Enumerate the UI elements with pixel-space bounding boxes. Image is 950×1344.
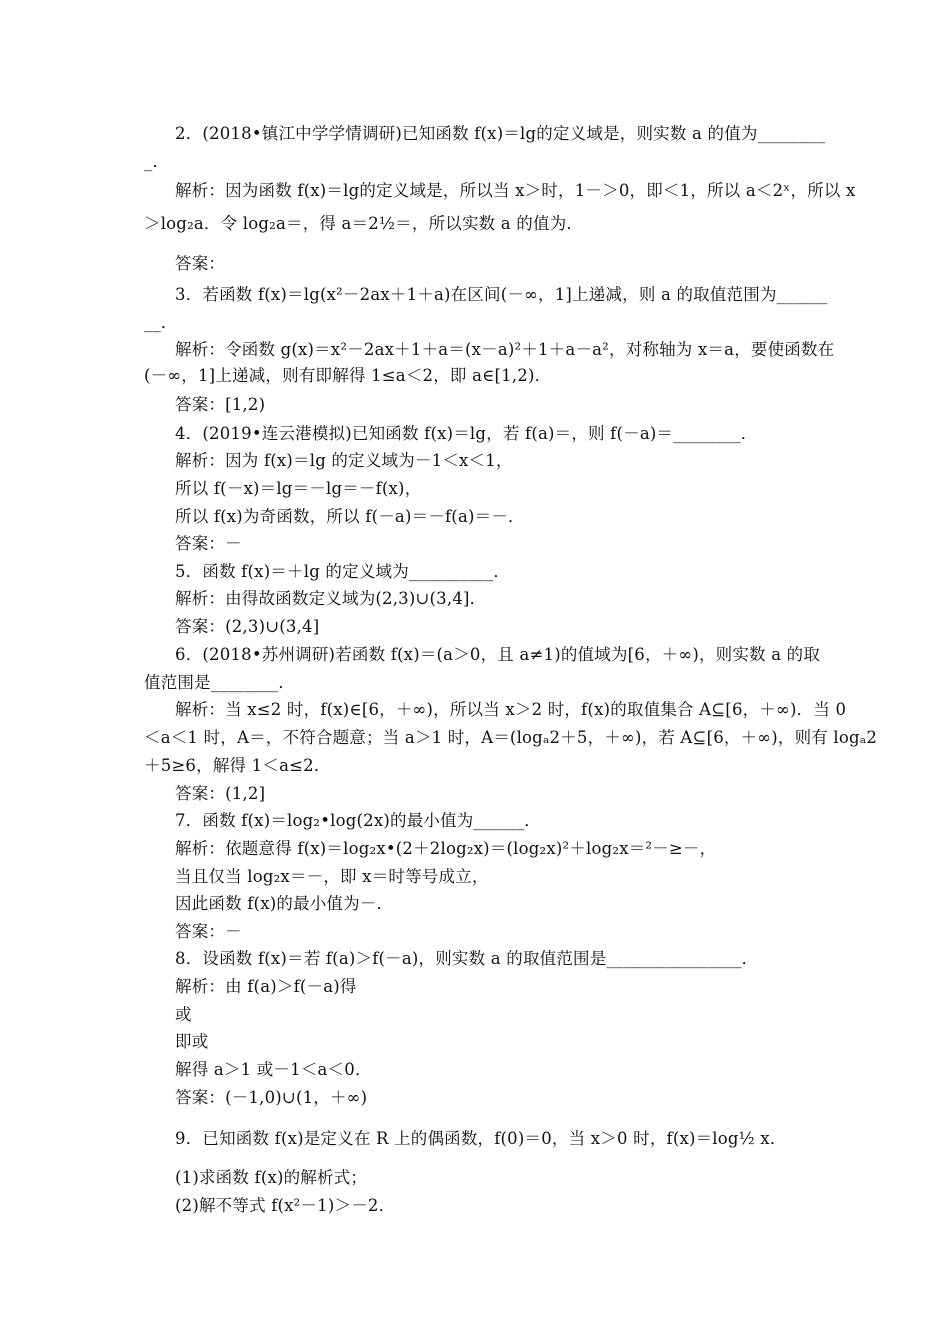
q5-analysis: 解析：由得故函数定义域为(2,3)∪(3,4]．: [175, 589, 487, 608]
q6-answer: 答案：(1,2]: [175, 784, 266, 803]
q7-stem: 7．函数 f(x)＝log₂•log(2x)的最小值为______．: [175, 811, 541, 830]
q6-analysis-line1: 解析：当 x≤2 时，f(x)∈[6，＋∞)，所以当 x＞2 时，f(x)的取值集合 A⊆[6，＋∞)．当 0: [175, 700, 847, 719]
q3-stem-line2: __．: [144, 313, 178, 332]
q6-analysis-line3: ＋5≥6，解得 1＜a≤2．: [144, 756, 331, 775]
q9-stem: 9．已知函数 f(x)是定义在 R 上的偶函数，f(0)＝0，当 x＞0 时，f(x)＝log½ x．: [175, 1129, 787, 1148]
q8-analysis-line4: 解得 a＞1 或－1＜a＜0．: [175, 1060, 372, 1079]
q2-answer: 答案：: [175, 254, 226, 273]
q6-analysis-line2: ＜a＜1 时，A＝，不符合题意；当 a＞1 时，A＝(logₐ2＋5，＋∞)，若 A⊆[6，＋∞)，则有 logₐ2: [144, 728, 878, 747]
q5-answer: 答案：(2,3)∪(3,4]: [175, 617, 320, 636]
q3-analysis-line2: (－∞，1]上递减，则有即解得 1≤a＜2，即 a∈[1,2)．: [144, 366, 552, 385]
q8-stem: 8．设函数 f(x)＝若 f(a)＞f(－a)，则实数 a 的取值范围是________________．: [175, 949, 759, 968]
q7-analysis-line3: 因此函数 f(x)的最小值为－．: [175, 894, 394, 913]
q7-analysis-line2: 当且仅当 log₂x＝－，即 x＝时等号成立，: [175, 867, 489, 886]
q7-answer: 答案：－: [175, 922, 242, 941]
q4-answer: 答案：－: [175, 534, 242, 553]
q4-analysis-line1: 解析：因为 f(x)＝lg 的定义域为－1＜x＜1，: [175, 451, 513, 470]
q4-stem: 4．(2019•连云港模拟)已知函数 f(x)＝lg，若 f(a)＝，则 f(－a)＝________．: [175, 424, 758, 443]
q8-analysis-line1: 解析：由 f(a)＞f(－a)得: [175, 977, 357, 996]
q5-stem: 5．函数 f(x)＝＋lg 的定义域为__________．: [175, 562, 511, 581]
q7-analysis-line1: 解析：依题意得 f(x)＝log₂x•(2＋2log₂x)＝(log₂x)²＋log₂x＝²－≥－，: [175, 839, 717, 858]
q2-stem-line2: _．: [144, 152, 170, 171]
q4-analysis-line2: 所以 f(－x)＝lg＝－lg＝－f(x)，: [175, 479, 422, 498]
q8-answer: 答案：(－1,0)∪(1，＋∞): [175, 1088, 368, 1107]
q3-analysis-line1: 解析：令函数 g(x)＝x²－2ax＋1＋a＝(x－a)²＋1＋a－a²，对称轴为 x＝a，要使函数在: [175, 340, 835, 359]
q3-answer: 答案：[1,2): [175, 395, 266, 414]
q9-part2: (2)解不等式 f(x²－1)＞－2．: [175, 1196, 396, 1215]
q8-analysis-line2: 或: [175, 1005, 192, 1024]
q8-analysis-line3: 即或: [175, 1032, 209, 1051]
q4-analysis-line3: 所以 f(x)为奇函数，所以 f(－a)＝－f(a)＝－．: [175, 507, 525, 526]
q2-analysis-line2: ＞log₂a．令 log₂a＝，得 a＝2½＝，所以实数 a 的值为．: [144, 214, 584, 233]
q6-stem-line2: 值范围是________．: [144, 673, 296, 692]
q6-stem-line1: 6．(2018•苏州调研)若函数 f(x)＝(a＞0，且 a≠1)的值域为[6，＋∞)，则实数 a 的取: [175, 645, 821, 664]
q2-analysis-line1: 解析：因为函数 f(x)＝lg的定义域是，所以当 x＞时，1－＞0，即＜1，所以 a＜2ˣ，所以 x: [175, 181, 856, 200]
q9-part1: (1)求函数 f(x)的解析式；: [175, 1168, 368, 1187]
q2-stem-line1: 2．(2018•镇江中学学情调研)已知函数 f(x)＝lg的定义域是，则实数 a 的值为________: [175, 124, 826, 143]
q3-stem-line1: 3．若函数 f(x)＝lg(x²－2ax＋1＋a)在区间(－∞，1]上递减，则 a 的取值范围为______: [175, 285, 828, 304]
